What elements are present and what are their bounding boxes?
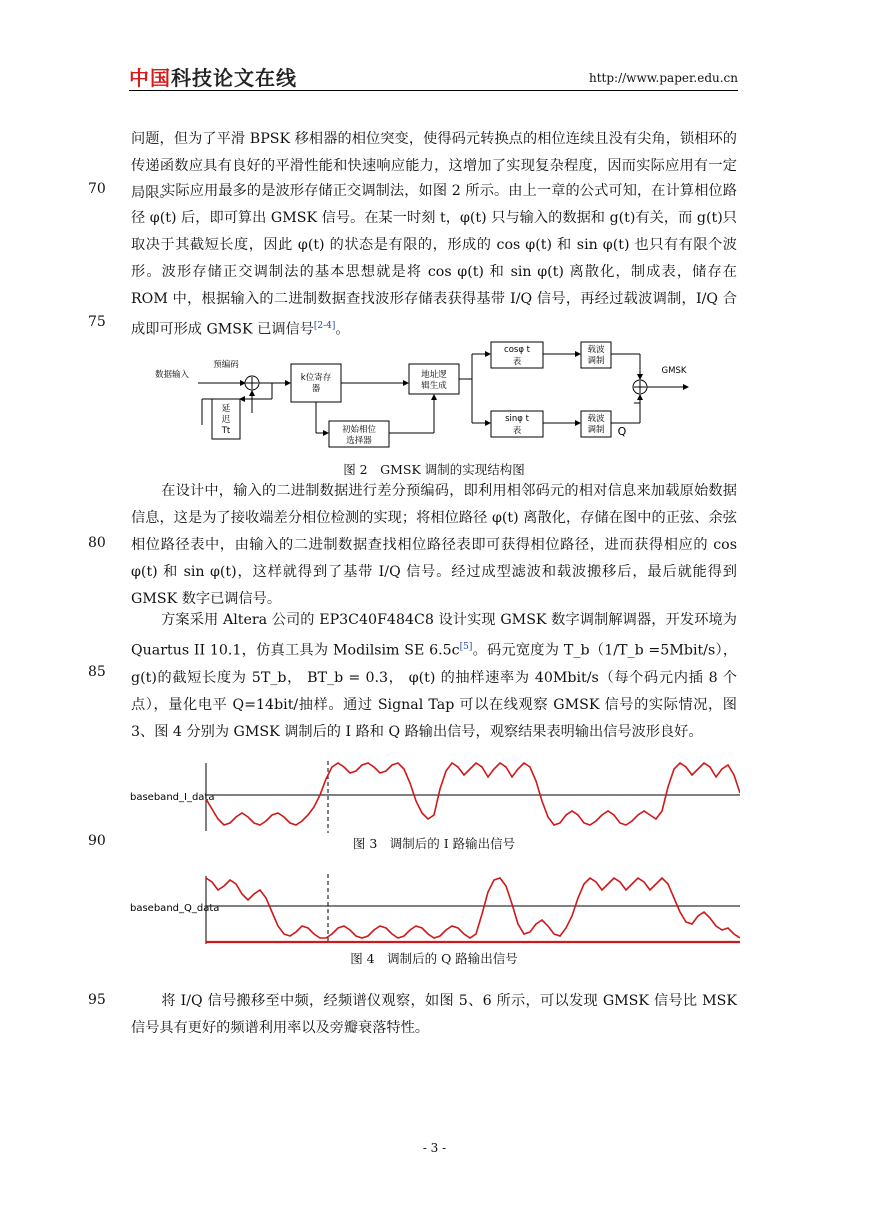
label-sin-1: sinφ t bbox=[505, 414, 529, 424]
paragraph-2 bbox=[131, 178, 737, 344]
line-number-95: 95 bbox=[88, 992, 106, 1008]
label-data-input: 数据输入 bbox=[154, 370, 190, 380]
label-addr-2: 辑生成 bbox=[421, 381, 447, 391]
label-gmsk: GMSK bbox=[661, 366, 687, 376]
figure-4-caption: 图 4 调制后的 Q 路输出信号 bbox=[350, 951, 518, 966]
line-number-75: 75 bbox=[88, 314, 106, 330]
figure-3-caption: 图 3 调制后的 I 路输出信号 bbox=[352, 836, 516, 851]
line-number-80: 80 bbox=[88, 535, 106, 551]
header-rule bbox=[129, 90, 738, 91]
label-init-1: 初始相位 bbox=[341, 425, 377, 435]
label-addr-1: 地址逻 bbox=[421, 370, 447, 380]
label-delay-2: 迟 bbox=[221, 415, 231, 425]
label-kreg-2: 器 bbox=[311, 384, 321, 394]
paragraph-5-text: 将 I/Q 信号搬移至中频，经频谱仪观察，如图 5、6 所示，可以发现 GMSK 信号比 MSK 信号具有更好的频谱利用率以及旁瓣衰落特性。 bbox=[131, 993, 737, 1036]
header-url: http://www.paper.edu.cn bbox=[588, 71, 738, 85]
figure-4-waveform bbox=[128, 872, 740, 948]
figure-2-diagram bbox=[150, 337, 710, 449]
paragraph-4-text-a: 方案采用 Altera 公司的 EP3C40F484C8 设计实现 GMSK 数字调制解调器，开发环境为 Quartus II 10.1，仿真工具为 Modilsim SE 6.5c bbox=[131, 612, 737, 659]
line-number-85: 85 bbox=[88, 664, 106, 680]
label-cos-1: cosφ t bbox=[504, 345, 530, 355]
label-cos-2: 表 bbox=[512, 357, 522, 367]
label-kreg-1: k位寄存 bbox=[300, 373, 332, 383]
figure-3-signal-label: baseband_I_data bbox=[130, 792, 215, 803]
citation-5[interactable]: [5] bbox=[459, 642, 473, 652]
paragraph-3-text: 在设计中，输入的二进制数据进行差分预编码，即利用相邻码元的相对信息来加载原始数据信息，这是为了接收端差分相位检测的实现；将相位路径 φ(t) 离散化，存储在图中的正弦、余弦相位路径表中，由输入的二进制数据查找相位路径表即可获得相位路径，进而获得相应的 cos φ(t) 和 sin φ(t)，这样就得到了基带 I/Q 信号。经过成型滤波和载波搬移后，最后就能得到 GMSK 数字已调信号。 bbox=[131, 483, 737, 607]
figure-2-caption: 图 2 GMSK 调制的实现结构图 bbox=[343, 462, 525, 477]
logo-red-text: 中国 bbox=[129, 66, 171, 90]
journal-logo bbox=[129, 62, 297, 91]
paragraph-3 bbox=[131, 478, 737, 613]
label-carrier-2b: 调制 bbox=[587, 425, 605, 435]
figure-3-trace bbox=[206, 763, 740, 825]
figure-4-signal-label: baseband_Q_data bbox=[130, 903, 220, 914]
logo-dark-text: 科技论文在线 bbox=[171, 66, 297, 90]
page-number: - 3 - bbox=[422, 1141, 447, 1155]
line-number-90: 90 bbox=[88, 833, 106, 849]
citation-2-4[interactable]: [2-4] bbox=[313, 321, 336, 331]
paragraph-4 bbox=[131, 607, 737, 746]
figure-4-trace bbox=[206, 878, 740, 938]
label-init-2: 选择器 bbox=[346, 436, 372, 446]
label-precode: 预编码 bbox=[213, 360, 239, 370]
label-delay-3: Tt bbox=[221, 426, 231, 436]
label-carrier-1a: 载波 bbox=[587, 345, 605, 355]
paragraph-2-end: 。 bbox=[335, 321, 350, 338]
label-sin-2: 表 bbox=[512, 426, 522, 436]
label-carrier-2a: 载波 bbox=[587, 414, 605, 424]
paragraph-2-text: 实际应用最多的是波形存储正交调制法，如图 2 所示。由上一章的公式可知，在计算相位路径 φ(t) 后，即可算出 GMSK 信号。在某一时刻 t，φ(t) 只与输入的数据和 g(t)有关，而 g(t)只取决于其截短长度，因此 φ(t) 的状态是有限的，形成的 cos φ(t) 和 sin φ(t) 也只有有限个波形。波形存储正交调制法的基本思想就是将 cos φ(t) 和 sin φ(t) 离散化，制成表，储存在 ROM 中，根据输入的二进制数据查找波形存储表获得基带 I/Q 信号，再经过载波调制，I/Q 合成即可形成 GMSK 已调信号 bbox=[131, 183, 737, 338]
paragraph-5 bbox=[131, 988, 737, 1042]
figure-3-waveform bbox=[128, 757, 740, 835]
paragraph-4-text-b: 。码元宽度为 T_b（1/T_b =5Mbit/s），g(t)的截短长度为 5T_b， BT_b = 0.3， φ(t) 的抽样速率为 40Mbit/s（每个码元内插 8 个点），量化电平 Q=14bit/抽样。通过 Signal Tap 可以在线观察 GMSK 信号的实际情况，图 3、图 4 分别为 GMSK 调制后的 I 路和 Q 路输出信号，观察结果表明输出信号波形良好。 bbox=[131, 642, 738, 740]
paragraph-1: 问题，但为了平滑 BPSK 移相器的相位突变，使得码元转换点的相位连续且没有尖角，锁相环的传递函数应具有良好的平滑性能和快速响应能力，这增加了实现复杂程度，因而实际应用有一定局限。 bbox=[131, 131, 737, 201]
label-carrier-1b: 调制 bbox=[587, 356, 605, 366]
label-delay-1: 延 bbox=[221, 404, 231, 414]
label-q: Q bbox=[617, 425, 627, 438]
line-number-70: 70 bbox=[88, 181, 106, 197]
